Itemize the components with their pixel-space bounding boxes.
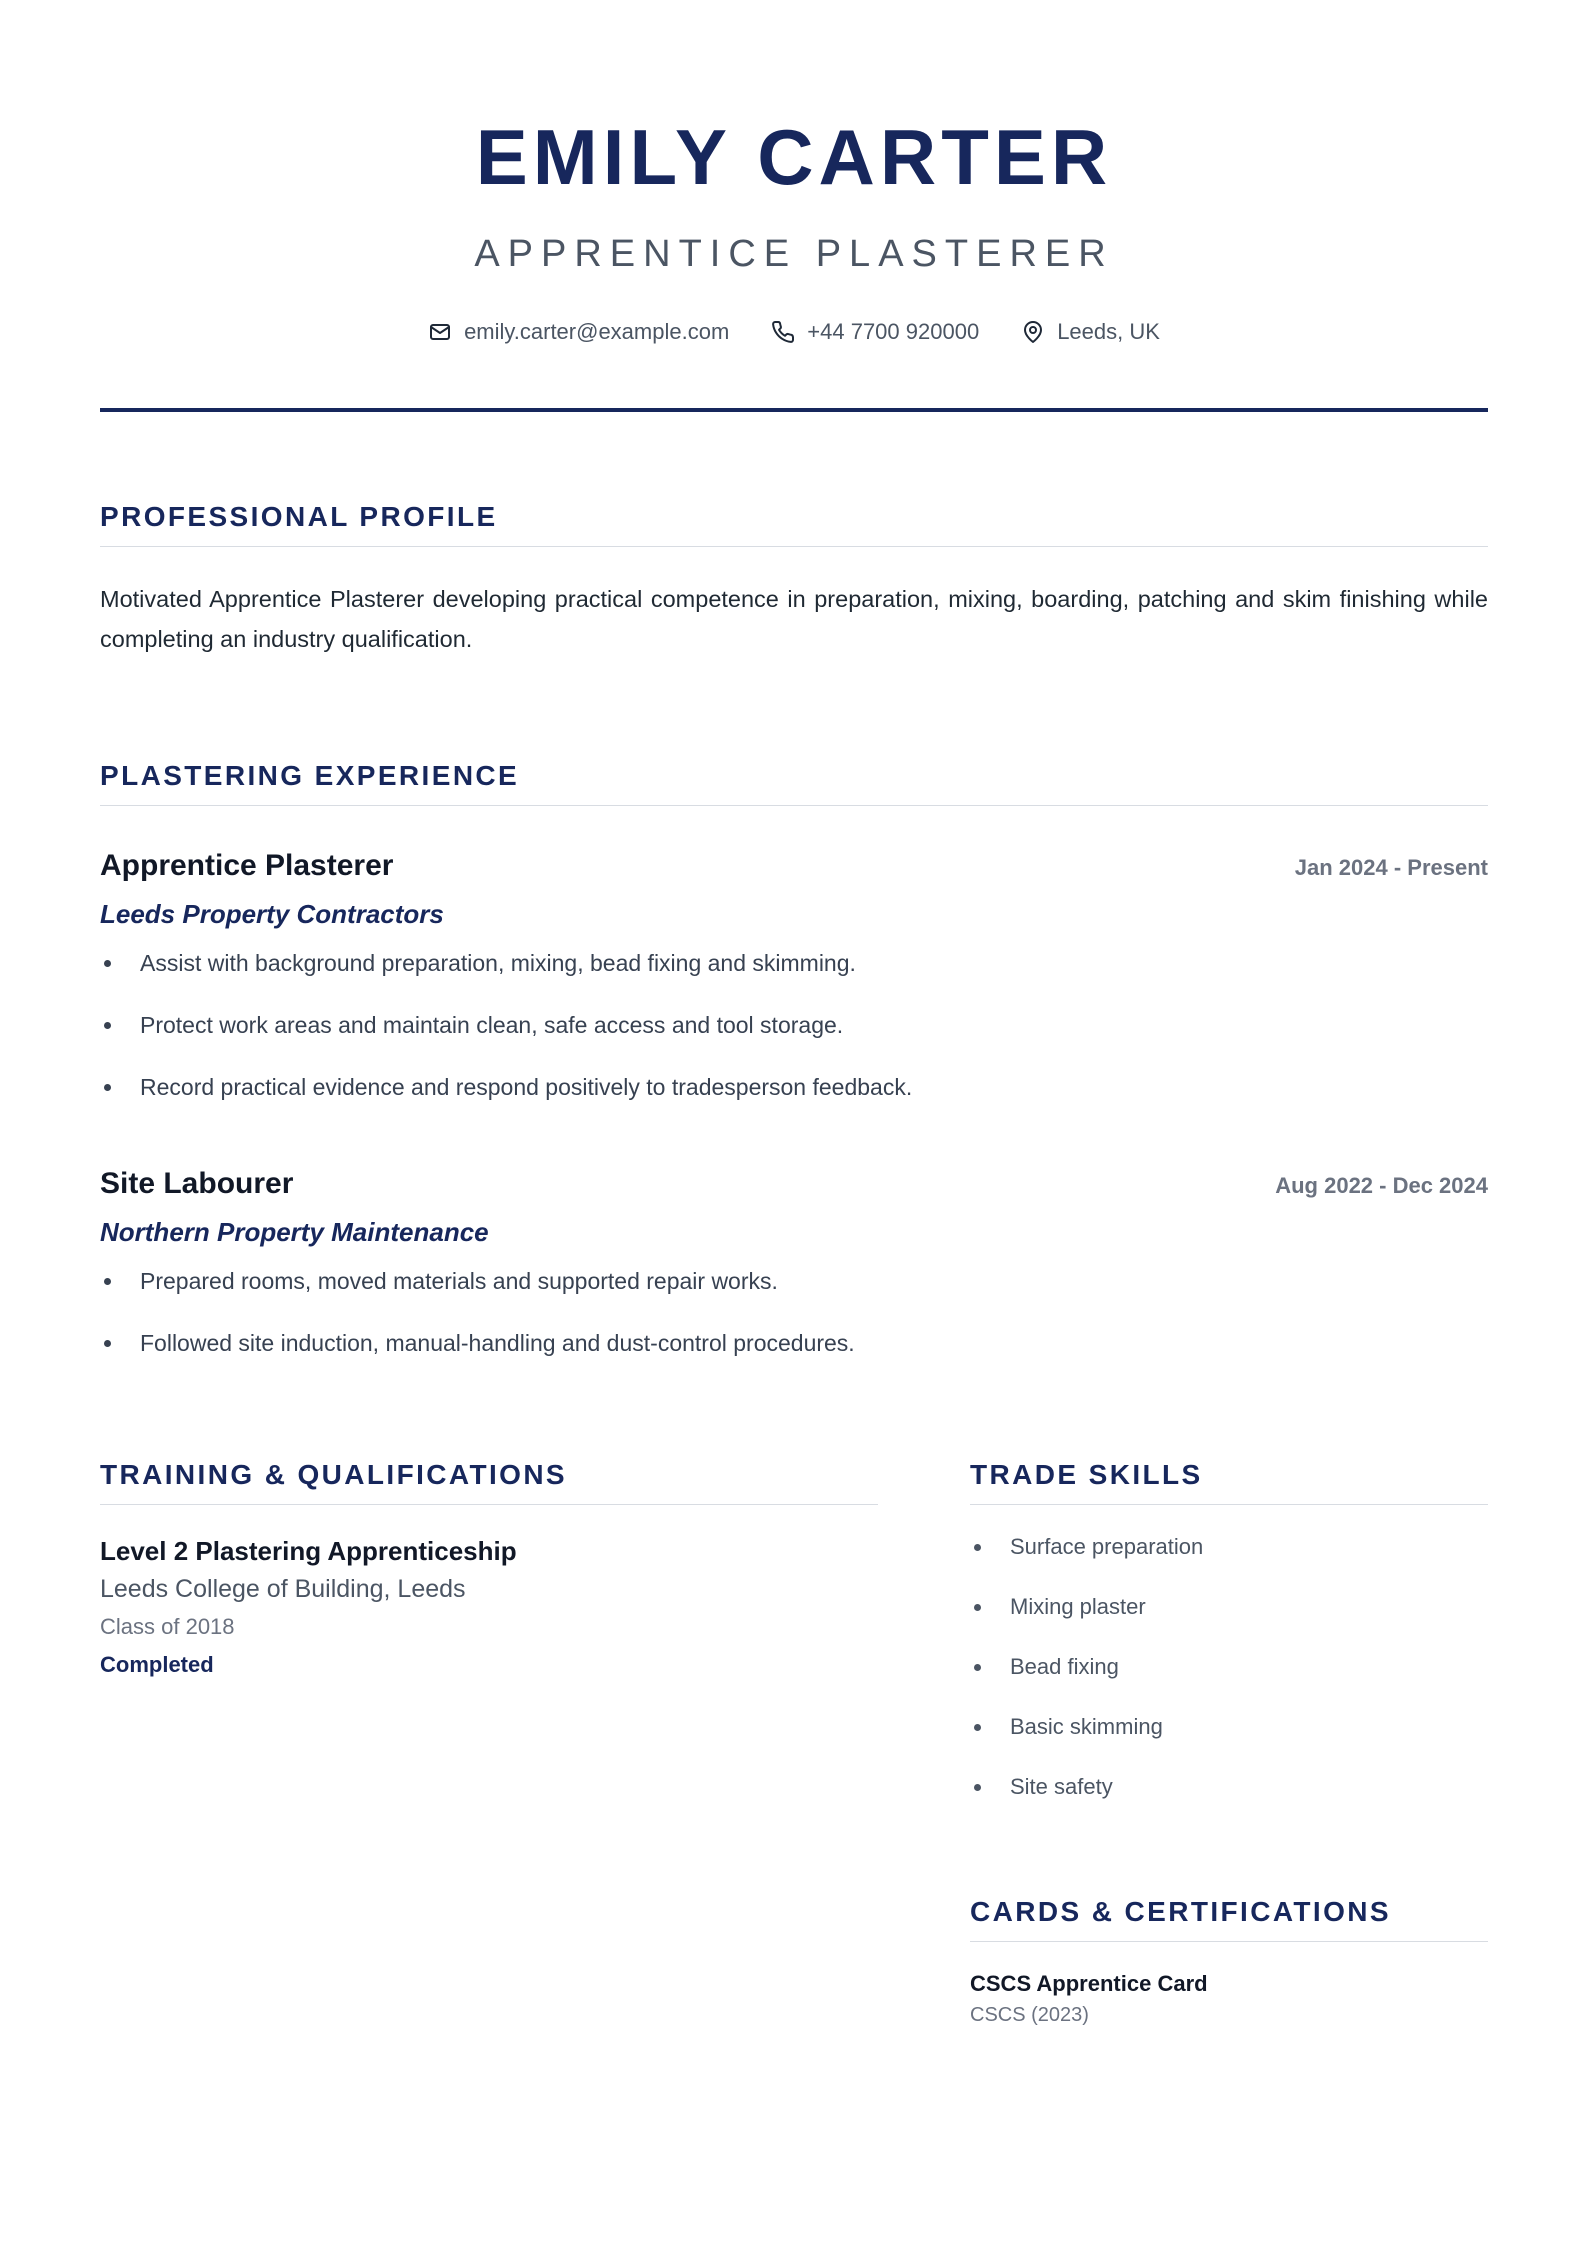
- certification-title: CSCS Apprentice Card: [970, 1971, 1208, 1996]
- certification-issuer: CSCS (2023): [970, 2004, 1089, 2026]
- mail-icon: [428, 320, 452, 344]
- job-duty: Prepared rooms, moved materials and supported repair works.: [100, 1266, 1488, 1296]
- contact-email-text: emily.carter@example.com: [464, 319, 730, 344]
- job-entry: [100, 848, 1488, 1102]
- two-column-area: [100, 1458, 1488, 2028]
- profile-summary: Motivated Apprentice Plasterer developing practical competence in preparation, mixing, boarding, patching and skim finishing while completing an industry qualification.: [100, 586, 1488, 652]
- skill-item: Surface preparation: [970, 1533, 1488, 1561]
- skills-section: [970, 1458, 1488, 1801]
- experience-section: [100, 759, 1488, 1358]
- job-entry: [100, 1166, 1488, 1358]
- training-section: [100, 1458, 878, 2028]
- job-duties: [100, 1266, 1488, 1358]
- qualification-institution: Leeds College of Building, Leeds: [100, 1575, 466, 1603]
- job-title: Apprentice Plasterer: [100, 849, 394, 882]
- qualification-class: Class of 2018: [100, 1614, 235, 1639]
- training-heading: TRAINING & QUALIFICATIONS: [100, 1458, 878, 1505]
- job-duty: Assist with background preparation, mixing, bead fixing and skimming.: [100, 948, 1488, 978]
- qualification-entry: [100, 1535, 878, 1679]
- job-dates: Jan 2024 - Present: [1294, 855, 1488, 880]
- contact-location: [1021, 318, 1160, 346]
- contact-location-text: Leeds, UK: [1057, 319, 1160, 344]
- job-header: [100, 848, 1488, 884]
- resume-header: [100, 0, 1488, 412]
- skills-heading: TRADE SKILLS: [970, 1458, 1488, 1505]
- contact-phone[interactable]: [771, 318, 979, 346]
- certifications-heading: CARDS & CERTIFICATIONS: [970, 1895, 1488, 1942]
- experience-heading: PLASTERING EXPERIENCE: [100, 759, 1488, 806]
- skill-item: Mixing plaster: [970, 1593, 1488, 1621]
- candidate-role: APPRENTICE PLASTERER: [474, 233, 1114, 275]
- map-pin-icon: [1021, 320, 1045, 344]
- skill-item: Basic skimming: [970, 1713, 1488, 1741]
- contact-phone-text: +44 7700 920000: [807, 319, 980, 344]
- profile-heading: PROFESSIONAL PROFILE: [100, 500, 1488, 547]
- candidate-name: EMILY CARTER: [475, 113, 1113, 201]
- skills-list: [970, 1533, 1488, 1801]
- qualification-title: Level 2 Plastering Apprenticeship: [100, 1536, 517, 1566]
- skill-item: Bead fixing: [970, 1653, 1488, 1681]
- job-company: Leeds Property Contractors: [100, 899, 444, 929]
- profile-section: [100, 500, 1488, 659]
- header-divider: [100, 408, 1488, 412]
- contact-email[interactable]: [428, 318, 729, 346]
- certifications-section: [970, 1895, 1488, 2028]
- job-title: Site Labourer: [100, 1167, 294, 1200]
- contact-bar: [100, 318, 1488, 346]
- phone-icon: [771, 320, 795, 344]
- right-column: [970, 1458, 1488, 2028]
- job-duties: [100, 948, 1488, 1102]
- job-company: Northern Property Maintenance: [100, 1217, 489, 1247]
- job-header: [100, 1166, 1488, 1202]
- job-dates: Aug 2022 - Dec 2024: [1275, 1173, 1488, 1198]
- certification-entry: [970, 1970, 1488, 2028]
- job-duty: Record practical evidence and respond positively to tradesperson feedback.: [100, 1072, 1488, 1102]
- qualification-status: Completed: [100, 1652, 214, 1677]
- job-duty: Protect work areas and maintain clean, safe access and tool storage.: [100, 1010, 1488, 1040]
- skill-item: Site safety: [970, 1773, 1488, 1801]
- job-duty: Followed site induction, manual-handling and dust-control procedures.: [100, 1328, 1488, 1358]
